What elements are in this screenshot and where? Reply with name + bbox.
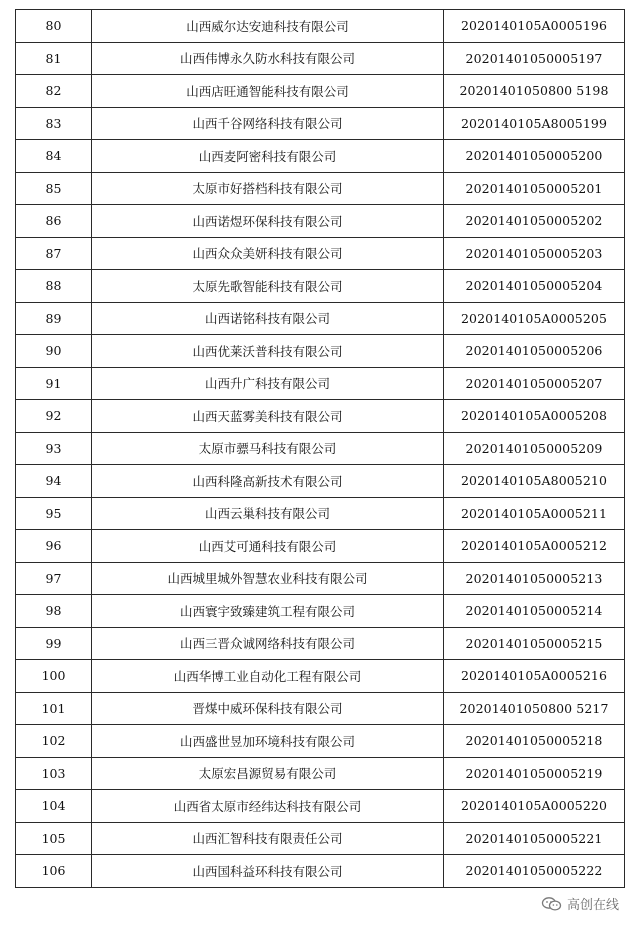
row-number: 81 — [16, 42, 92, 75]
registration-code: 20201401050005197 — [444, 42, 625, 75]
row-number: 92 — [16, 400, 92, 433]
table-row — [16, 757, 625, 790]
table-row — [16, 822, 625, 855]
registration-code: 2020140105A0005205 — [444, 302, 625, 335]
company-name: 山西云巢科技有限公司 — [92, 497, 444, 530]
registration-code: 20201401050800 5198 — [444, 75, 625, 108]
row-number: 86 — [16, 205, 92, 238]
table-row — [16, 660, 625, 693]
company-name: 山西诺煜环保科技有限公司 — [92, 205, 444, 238]
company-name: 山西艾可通科技有限公司 — [92, 530, 444, 563]
registration-code: 20201401050005219 — [444, 757, 625, 790]
table-row — [16, 432, 625, 465]
company-name: 山西众众美妍科技有限公司 — [92, 237, 444, 270]
registration-code: 20201401050005218 — [444, 725, 625, 758]
table-row — [16, 855, 625, 888]
row-number: 93 — [16, 432, 92, 465]
row-number: 90 — [16, 335, 92, 368]
company-name: 山西国科益环科技有限公司 — [92, 855, 444, 888]
table-row — [16, 107, 625, 140]
registration-code: 2020140105A0005216 — [444, 660, 625, 693]
row-number: 83 — [16, 107, 92, 140]
table-row — [16, 497, 625, 530]
row-number: 102 — [16, 725, 92, 758]
row-number: 99 — [16, 627, 92, 660]
company-name: 太原宏昌源贸易有限公司 — [92, 757, 444, 790]
company-name: 山西千谷网络科技有限公司 — [92, 107, 444, 140]
row-number: 85 — [16, 172, 92, 205]
company-name: 山西店旺通智能科技有限公司 — [92, 75, 444, 108]
registration-code: 2020140105A0005220 — [444, 790, 625, 823]
registration-code: 20201401050005207 — [444, 367, 625, 400]
table-row — [16, 270, 625, 303]
table-row — [16, 465, 625, 498]
table-row — [16, 400, 625, 433]
registration-code: 20201401050800 5217 — [444, 692, 625, 725]
row-number: 94 — [16, 465, 92, 498]
row-number: 104 — [16, 790, 92, 823]
company-name: 山西城里城外智慧农业科技有限公司 — [92, 562, 444, 595]
registration-code: 20201401050005202 — [444, 205, 625, 238]
registration-code: 2020140105A8005210 — [444, 465, 625, 498]
company-name: 山西省太原市经纬达科技有限公司 — [92, 790, 444, 823]
company-name: 山西升广科技有限公司 — [92, 367, 444, 400]
table-row — [16, 595, 625, 628]
row-number: 88 — [16, 270, 92, 303]
registration-code: 20201401050005206 — [444, 335, 625, 368]
registration-list-sheet — [15, 9, 624, 888]
company-name: 山西汇智科技有限责任公司 — [92, 822, 444, 855]
table-row — [16, 140, 625, 173]
row-number: 100 — [16, 660, 92, 693]
row-number: 106 — [16, 855, 92, 888]
row-number: 97 — [16, 562, 92, 595]
company-name: 山西麦阿密科技有限公司 — [92, 140, 444, 173]
table-row — [16, 627, 625, 660]
company-name: 山西天蓝雾美科技有限公司 — [92, 400, 444, 433]
row-number: 82 — [16, 75, 92, 108]
wechat-account-icon — [541, 895, 563, 913]
row-number: 84 — [16, 140, 92, 173]
table-row — [16, 302, 625, 335]
table-row — [16, 42, 625, 75]
row-number: 95 — [16, 497, 92, 530]
registration-code: 2020140105A0005211 — [444, 497, 625, 530]
registration-code: 2020140105A0005212 — [444, 530, 625, 563]
registration-code: 20201401050005201 — [444, 172, 625, 205]
table-row — [16, 692, 625, 725]
table-body — [16, 10, 625, 888]
row-number: 103 — [16, 757, 92, 790]
company-name: 山西寰宇致臻建筑工程有限公司 — [92, 595, 444, 628]
row-number: 96 — [16, 530, 92, 563]
registration-code: 2020140105A0005196 — [444, 10, 625, 43]
registration-code: 20201401050005203 — [444, 237, 625, 270]
row-number: 80 — [16, 10, 92, 43]
company-registration-table — [15, 9, 625, 888]
registration-code: 2020140105A8005199 — [444, 107, 625, 140]
row-number: 101 — [16, 692, 92, 725]
table-row — [16, 10, 625, 43]
table-row — [16, 237, 625, 270]
table-row — [16, 367, 625, 400]
registration-code: 20201401050005222 — [444, 855, 625, 888]
table-row — [16, 725, 625, 758]
table-row — [16, 790, 625, 823]
registration-code: 20201401050005209 — [444, 432, 625, 465]
table-row — [16, 172, 625, 205]
source-watermark — [541, 894, 619, 913]
table-row — [16, 562, 625, 595]
registration-code: 20201401050005204 — [444, 270, 625, 303]
row-number: 91 — [16, 367, 92, 400]
company-name: 山西威尔达安迪科技有限公司 — [92, 10, 444, 43]
registration-code: 20201401050005214 — [444, 595, 625, 628]
company-name: 山西三晋众诚网络科技有限公司 — [92, 627, 444, 660]
company-name: 晋煤中威环保科技有限公司 — [92, 692, 444, 725]
row-number: 105 — [16, 822, 92, 855]
company-name: 山西科隆高新技术有限公司 — [92, 465, 444, 498]
company-name: 太原市好搭档科技有限公司 — [92, 172, 444, 205]
registration-code: 20201401050005221 — [444, 822, 625, 855]
company-name: 太原市骠马科技有限公司 — [92, 432, 444, 465]
watermark-text: 高创在线 — [566, 898, 619, 913]
row-number: 98 — [16, 595, 92, 628]
table-row — [16, 335, 625, 368]
row-number: 87 — [16, 237, 92, 270]
company-name: 山西盛世昱加环境科技有限公司 — [92, 725, 444, 758]
company-name: 山西华博工业自动化工程有限公司 — [92, 660, 444, 693]
table-row — [16, 75, 625, 108]
company-name: 山西伟博永久防水科技有限公司 — [92, 42, 444, 75]
table-row — [16, 205, 625, 238]
company-name: 山西优莱沃普科技有限公司 — [92, 335, 444, 368]
registration-code: 20201401050005200 — [444, 140, 625, 173]
table-row — [16, 530, 625, 563]
row-number: 89 — [16, 302, 92, 335]
registration-code: 2020140105A0005208 — [444, 400, 625, 433]
company-name: 山西诺铭科技有限公司 — [92, 302, 444, 335]
registration-code: 20201401050005213 — [444, 562, 625, 595]
company-name: 太原先歌智能科技有限公司 — [92, 270, 444, 303]
registration-code: 20201401050005215 — [444, 627, 625, 660]
